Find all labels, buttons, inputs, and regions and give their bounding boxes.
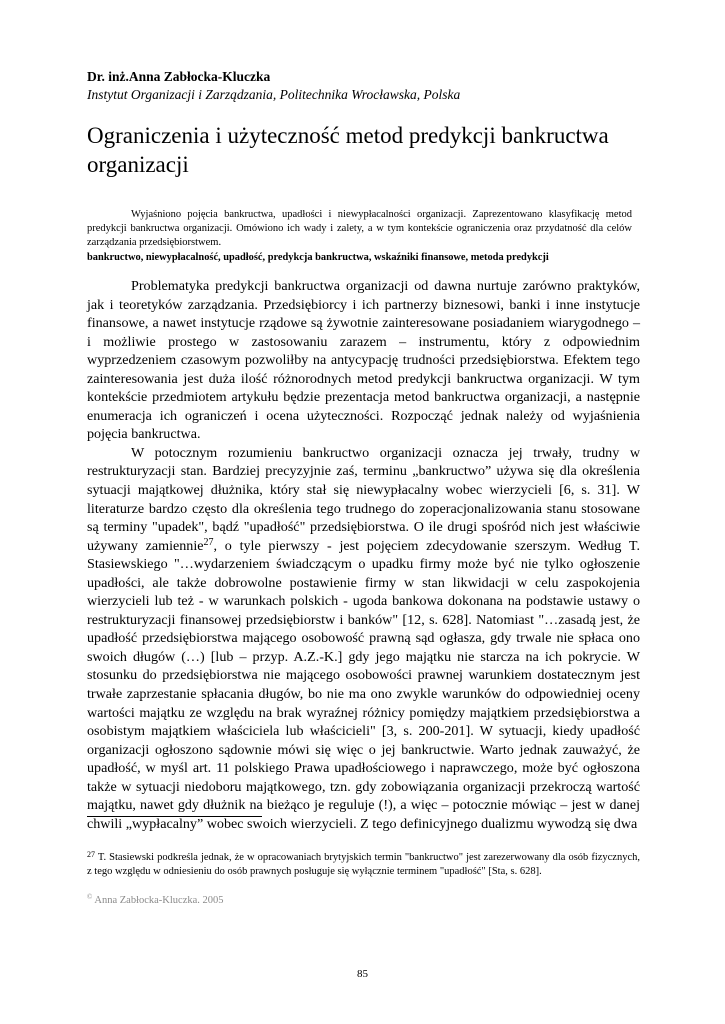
copyright-text: Anna Zabłocka-Kluczka. 2005 [94,895,224,906]
footnote-divider [87,816,262,817]
body-paragraph-2 [87,444,640,833]
author-name: Dr. inż.Anna Zabłocka-Kluczka [87,69,271,84]
body-paragraph-1: Problematyka predykcji bankructwa organizacji od dawna nurtuje zarówno praktyków, jak i teoretyków zarządzania. Przedsiębiorcy i ich partnerzy biznesowi, banki i inne instytucje finansowe, a nawet instytucje rządowe są żywotnie zainteresowane posiadaniem wiarygodnego – i możliwie prostego w zastosowaniu zarazem – instrumentu, który z odpowiednim wyprzedzeniem czasowym pozwoliłby na antycypację trudności przedsiębiorstwa. Efektem tego zainteresowania jest duża ilość różnorodnych metod predykcji bankructwa organizacji. W tym kontekście przedmiotem artykułu będzie prezentacja metod bankructwa organizacji, a następnie enumeracja ich ograniczeń i ocena użyteczności. Rozpocząć jednak należy od wyjaśnienia pojęcia bankructwa. [87,278,640,443]
footnote-reference[interactable]: 27 [203,536,214,548]
footnote-number: 27 [87,850,95,859]
abstract: Wyjaśniono pojęcia bankructwa, upadłości i niewypłacalności organizacji. Zaprezentowano klasyfikację metod predykcji bankructwa organizacji. Omówiono ich wady i zalety, a w tym kontekście ograniczenia oraz przydatność dla celów zarządzania przedsiębiorstwem. [87,209,632,249]
page-number: 85 [357,968,368,980]
copyright-notice [87,893,224,906]
article-title: Ograniczenia i użyteczność metod predykcji bankructwa organizacji [87,123,609,177]
paragraph-2-text-end: , o tyle pierwszy - jest pojęciem zdecydowanie szerszym. Według T. Stasiewskiego "…wydarzeniem świadczącym o upadku firmy może być nie tylko ogłoszenie upadłości, ale także dobrowolne postawienie firmy w stan likwidacji w celu zaspokojenia wierzycieli lub też - w warunkach polskich - ugoda bankowa dokonana na podstawie ustawy o restrukturyzacji finansowej przedsiębiorstw i banków" [12, s. 628]. Natomiast "…zasadą jest, że upadłość przedsiębiorstwa mającego osobowość prawną sąd ogłasza, gdy trwale nie spłaca ono swoich długów (…) [lub – przyp. A.Z.-K.] gdy jego majątku nie starcza na ich pokrycie. W stosunku do przedsiębiorstwa nie mającego osobowości prawnej warunkiem dostatecznym jest trwałe zaprzestanie spłacania długów, bo nie ma ono zwykle warunków do odpowiedniej oceny wartości majątku ze względu na brak wyraźnej różnicy pomiędzy majątkiem przedsiębiorstwa a osobistym majątkiem właściciela lub właścicieli" [3, s. 200-201]. W sytuacji, kiedy upadłość organizacji ogłoszono sądownie mówi się więc o jej bankructwie. Warto jednak zauważyć, że upadłość, w myśl art. 11 polskiego Prawa upadłościowego i naprawczego, może być ogłoszona także w sytuacji niedoboru majątkowego, tzn. gdy zobowiązania organizacji przekroczą wartość majątku, nawet gdy dłużnik na bieżąco je reguluje (!), a więc – potocznie mówiąc – jest w danej chwili „wypłacalny” wobec swoich wierzycieli. Z tego definicyjnego dualizmu wywodzą się dwa [87,537,640,832]
keywords: bankructwo, niewypłacalność, upadłość, predykcja bankructwa, wskaźniki finansowe, metoda predykcji [87,252,549,263]
author-affiliation: Instytut Organizacji i Zarządzania, Politechnika Wrocławska, Polska [87,87,461,102]
copyright-symbol: © [87,893,93,901]
footnote-text: T. Stasiewski podkreśla jednak, że w opracowaniach brytyjskich termin "bankructwo" jest zarezerwowany dla osób fizycznych, z tego względu w odniesieniu do osób prawnych posługuje się wyłącznie terminem "upadłość" [Sta, s. 628]. [87,852,641,877]
footnote [87,851,640,879]
paragraph-2-text-start: W potocznym rozumieniu bankructwo organizacji oznacza jej trwały, trudny w restrukturyzacji stan. Bardziej precyzyjnie zaś, terminu „bankructwo” używa się dla określenia sytuacji majątkowej dłużnika, który stał się niewypłacalny wobec wierzycieli [6, s. 31]. W literaturze bardzo często dla określenia tego trudnego do zoperacjonalizowania stanu stosowane są terminy "upadek", bądź "upadłość" przedsiębiorstwa. O ile drugi spośród nich jest właściwie używany zamiennie [87,444,640,554]
article-body [87,277,640,833]
